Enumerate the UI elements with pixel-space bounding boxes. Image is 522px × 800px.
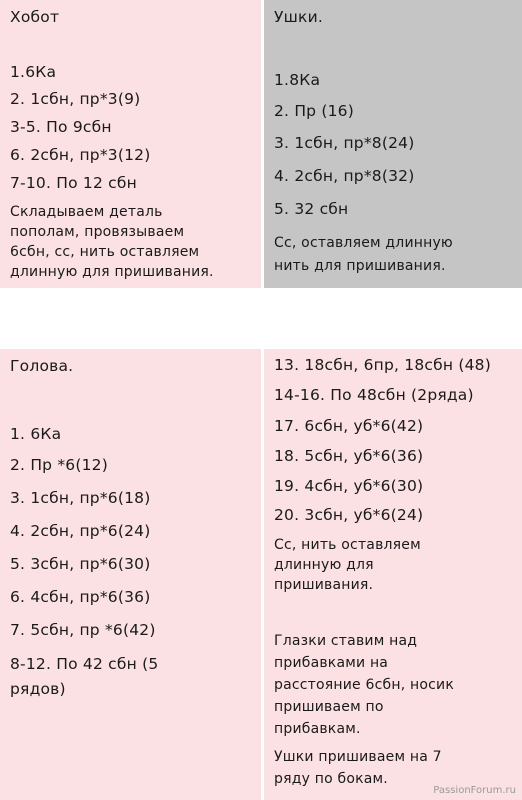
golova-line: 3. 1сбн, пр*6(18)	[10, 489, 151, 507]
khobot-line: 2. 1сбн, пр*3(9)	[10, 90, 141, 108]
ushki-line: 3. 1сбн, пр*8(24)	[274, 134, 415, 152]
golova-title: Голова.	[10, 357, 74, 375]
golova-line: 2. Пр *6(12)	[10, 456, 108, 474]
khobot-line: 6. 2сбн, пр*3(12)	[10, 146, 151, 164]
ushki-line: 1.8Ка	[274, 71, 321, 89]
ushki-line: нить для пришивания.	[274, 258, 446, 274]
watermark: PassionForum.ru	[433, 785, 516, 796]
khobot-card	[0, 0, 261, 288]
golova-cont-line: пришивания.	[274, 577, 374, 593]
golova-cont-line: Сс, нить оставляем	[274, 537, 421, 553]
ushki-line: 2. Пр (16)	[274, 102, 354, 120]
golova-line: 8-12. По 42 сбн (5	[10, 655, 159, 673]
khobot-line: пополам, провязываем	[10, 224, 185, 240]
golova-cont-line: пришиваем по	[274, 699, 384, 715]
golova-cont-line: длинную для	[274, 557, 374, 573]
golova-line: 4. 2сбн, пр*6(24)	[10, 522, 151, 540]
ushki-title: Ушки.	[274, 8, 323, 26]
khobot-line: 3-5. По 9сбн	[10, 118, 112, 136]
golova-cont-line: 19. 4сбн, уб*6(30)	[274, 477, 424, 495]
golova-cont-line: Глазки ставим над	[274, 633, 418, 649]
khobot-line: Складываем деталь	[10, 204, 163, 220]
golova-cont-card	[264, 349, 522, 800]
ushki-line: Сс, оставляем длинную	[274, 235, 453, 251]
khobot-line: длинную для пришивания.	[10, 264, 214, 280]
khobot-line: 7-10. По 12 сбн	[10, 174, 137, 192]
golova-cont-line: ряду по бокам.	[274, 771, 388, 787]
golova-cont-line: расстояние 6сбн, носик	[274, 677, 454, 693]
golova-cont-line: прибавками на	[274, 655, 389, 671]
khobot-line: 6сбн, сс, нить оставляем	[10, 244, 200, 260]
golova-line: 5. 3сбн, пр*6(30)	[10, 555, 151, 573]
khobot-line: 1.6Ка	[10, 63, 57, 81]
golova-card	[0, 349, 261, 800]
golova-cont-line: 13. 18сбн, 6пр, 18сбн (48)	[274, 356, 491, 374]
ushki-line: 5. 32 сбн	[274, 200, 349, 218]
golova-line: 1. 6Ка	[10, 425, 62, 443]
golova-cont-line: 14-16. По 48сбн (2ряда)	[274, 386, 474, 404]
golova-cont-line: прибавкам.	[274, 721, 361, 737]
khobot-title: Хобот	[10, 8, 60, 26]
golova-cont-line: 18. 5сбн, уб*6(36)	[274, 447, 424, 465]
ushki-card	[264, 0, 522, 288]
golova-cont-line: Ушки пришиваем на 7	[274, 749, 442, 765]
ushki-line: 4. 2сбн, пр*8(32)	[274, 167, 415, 185]
golova-line: рядов)	[10, 680, 66, 698]
golova-cont-line: 20. 3сбн, уб*6(24)	[274, 506, 424, 524]
golova-line: 7. 5сбн, пр *6(42)	[10, 621, 156, 639]
golova-cont-line: 17. 6сбн, уб*6(42)	[274, 417, 424, 435]
golova-line: 6. 4сбн, пр*6(36)	[10, 588, 151, 606]
